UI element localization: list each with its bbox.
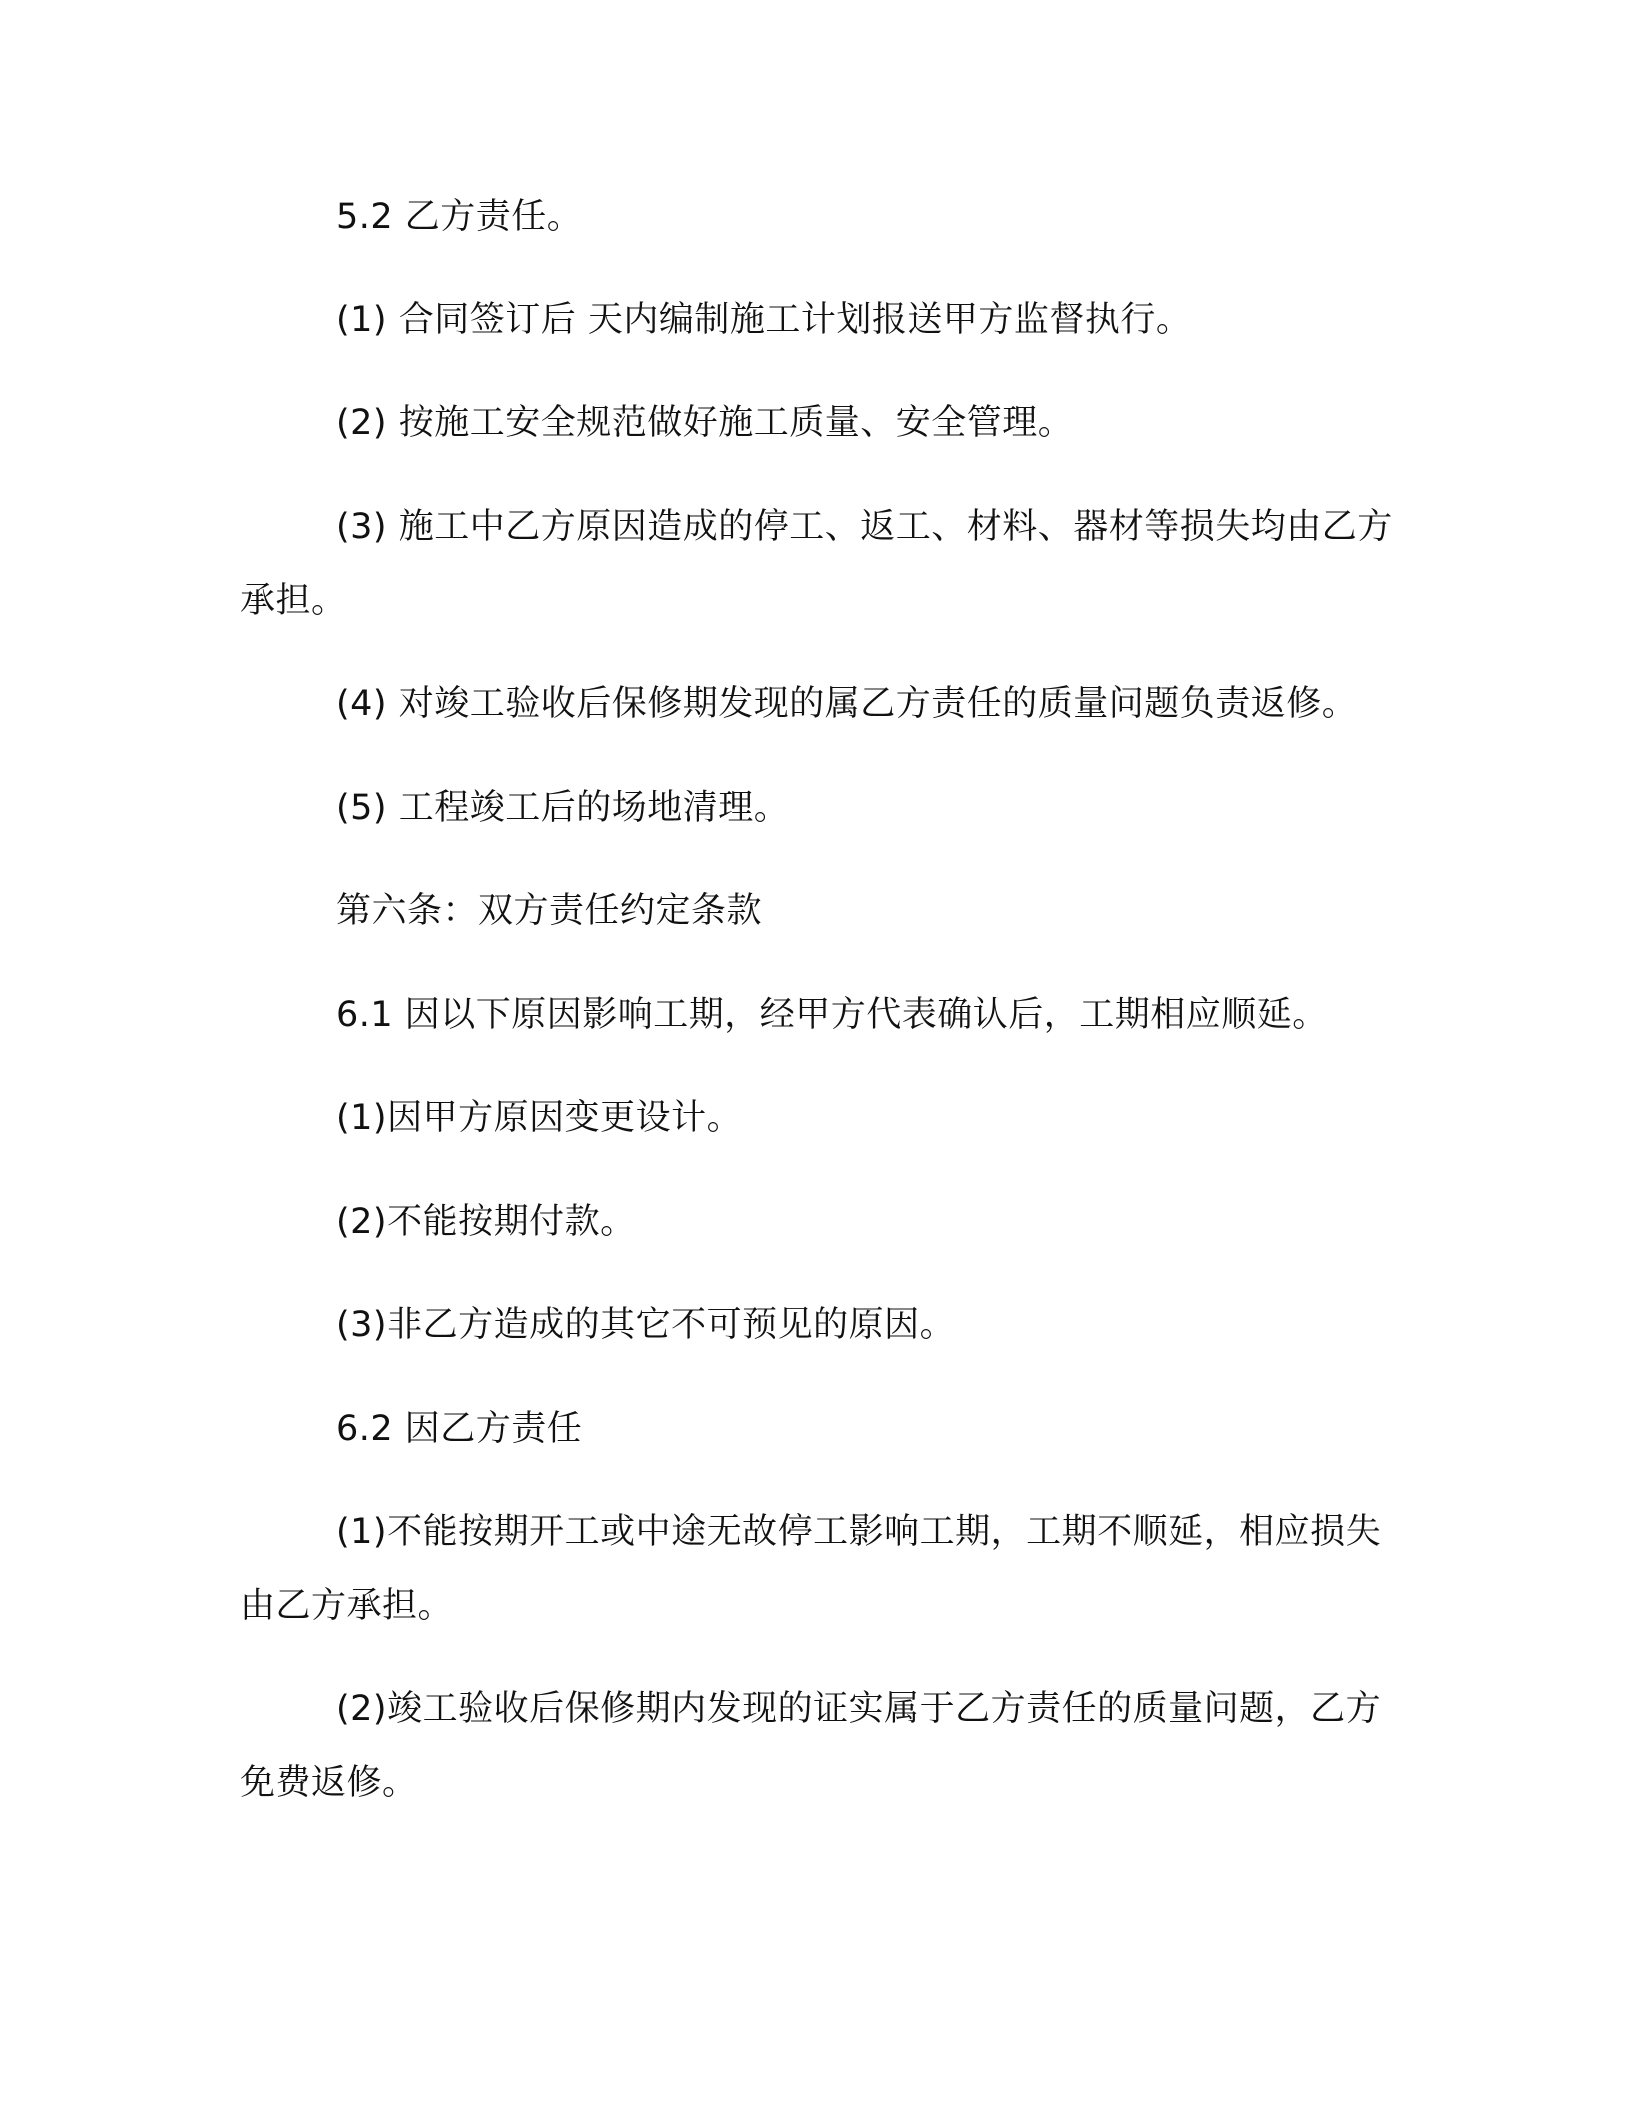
paragraph-6-2-item-1: (1)不能按期开工或中途无故停工影响工期，工期不顺延，相应损失由乙方承担。 bbox=[240, 1512, 1382, 1626]
paragraph-5-2-heading: 5.2 乙方责任。 bbox=[336, 197, 583, 237]
article-6-heading: 第六条：双方责任约定条款 bbox=[336, 891, 763, 931]
paragraph-6-1-heading: 6.1 因以下原因影响工期，经甲方代表确认后，工期相应顺延。 bbox=[336, 995, 1328, 1035]
paragraph-6-2-heading: 6.2 因乙方责任 bbox=[336, 1409, 583, 1449]
paragraph-5-2-item-2: (2) 按施工安全规范做好施工质量、安全管理。 bbox=[336, 403, 1074, 443]
paragraph-6-1-item-2: (2)不能按期付款。 bbox=[336, 1202, 636, 1242]
paragraph-5-2-item-3: (3) 施工中乙方原因造成的停工、返工、材料、器材等损失均由乙方承担。 bbox=[240, 507, 1393, 621]
paragraph-6-1-item-3: (3)非乙方造成的其它不可预见的原因。 bbox=[336, 1305, 956, 1345]
paragraph-5-2-item-1: (1) 合同签订后 天内编制施工计划报送甲方监督执行。 bbox=[336, 300, 1192, 340]
paragraph-6-1-item-1: (1)因甲方原因变更设计。 bbox=[336, 1098, 743, 1138]
paragraph-6-2-item-2: (2)竣工验收后保修期内发现的证实属于乙方责任的质量问题，乙方免费返修。 bbox=[240, 1689, 1382, 1803]
paragraph-5-2-item-4: (4) 对竣工验收后保修期发现的属乙方责任的质量问题负责返修。 bbox=[336, 684, 1358, 724]
paragraph-5-2-item-5: (5) 工程竣工后的场地清理。 bbox=[336, 788, 790, 828]
